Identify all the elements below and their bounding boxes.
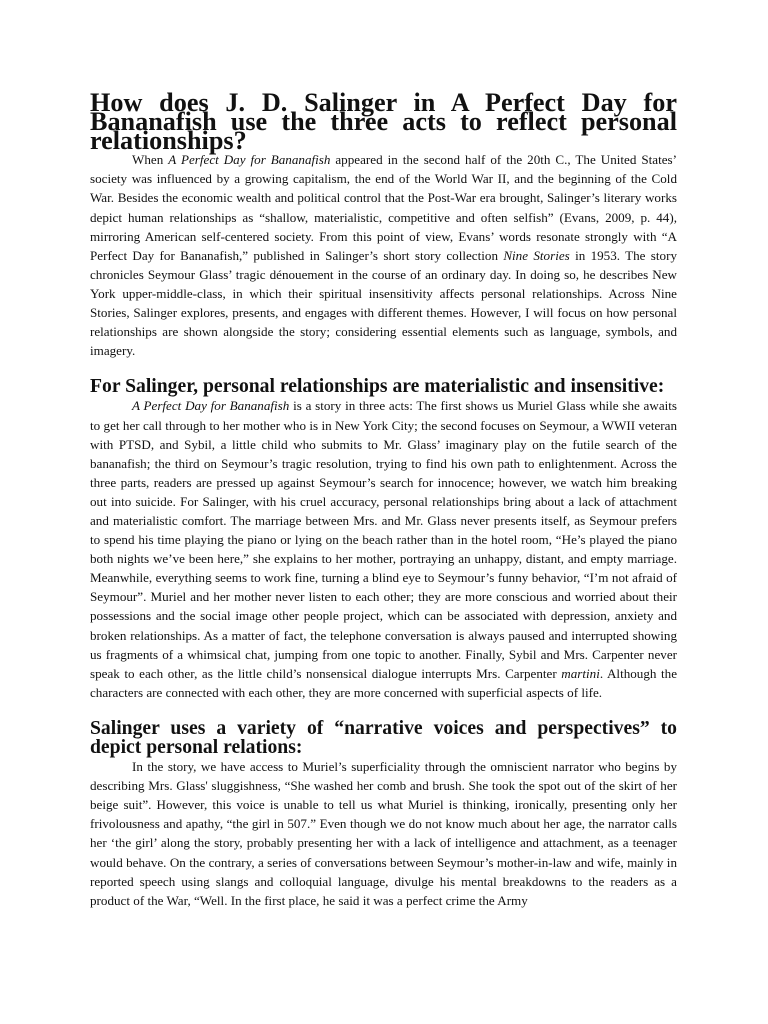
body-text: in 1953. The story chronicles Seymour Glass’ tragic dénouement in the course of an ordinary day. In doing so, he describes New York upper-middle-class, in which their spiritual insensitivity affects personal relationships. Across Nine Stories, Salinger explores, presents, and engages with different themes. However, I will focus on how personal relationships are shown alongside the story; considering essential elements such as language, symbols, and imagery. <box>90 247 677 359</box>
paragraph-intro <box>90 150 677 360</box>
italic-title-text: martini <box>561 665 600 681</box>
document-page <box>90 88 678 910</box>
italic-title-text: A Perfect Day for Bananafish <box>168 152 331 168</box>
body-text: When <box>132 152 169 168</box>
body-text: appeared in the second half of the 20th C., The United States’ society was influenced by a growing capitalism, the end of the World War II, and the beginning of the Cold War. Besides the economic wealth and political control that the Post-War era brought, Salinger’s literary works depict human relationships as “shallow, materialistic, competitive and often selfish” (Evans, 2009, p. 44), mirroring American self-centered society. From this point of view, Evans’ words resonate strongly with “A Perfect Day for Bananafish,” published in Salinger’s short story collection <box>90 152 677 263</box>
paragraph-narrator <box>90 757 677 910</box>
section-heading-narrative-voices: Salinger uses a variety of “narrative voices and perspectives” to depict personal relations: <box>90 716 677 758</box>
italic-title-text: A Perfect Day for Bananafish <box>132 398 290 414</box>
body-text: is a story in three acts: The first shows us Muriel Glass while she awaits to get her call through to her mother who is in New York City; the second focuses on Seymour, a WWII veteran with PTSD, and Sybil, a little child who submits to Mr. Glass’ imaginary play on the futile search of the bananafish; the third on Seymour’s tragic resolution, trying to find his own path to enlightenment. Across the three parts, readers are pressed up against Seymour’s search for innocence; however, we watch him breaking out into suicide. For Salinger, with his cruel accuracy, personal relationships bring about a lack of attachment and materialistic comfort. The marriage between Mrs. and Mr. Glass never presents itself, as Seymour prefers to spend his time playing the piano or lying on the beach rather than in the hotel room, “He’s played the piano both nights we’ve been here,” she explains to her mother, portraying an unhappy, distant, and empty marriage. Meanwhile, everything seems to work fine, turning a blind eye to Seymour’s funny behavior, “I’m not afraid of Seymour”. Muriel and her mother never listen to each other; they are more conscious and worried about their possessions and the social image other people project, which can be associated with depression, anxiety and broken relationships. As a matter of fact, the telephone conversation is always paused and interrupted showing us fragments of a whimsical chat, jumping from one topic to another. Finally, Sybil and Mrs. Carpenter never speak to each other, as the little child’s nonsensical dialogue interrupts Mrs. Carpenter <box>90 398 678 681</box>
document-title: How does J. D. Salinger in A Perfect Day for Bananafish use the three acts to reflect personal relationships? <box>90 88 677 156</box>
section-heading-materialistic: For Salinger, personal relationships are materialistic and insensitive: <box>90 375 665 398</box>
body-text: . Although the characters are connected with each other, they are more concerned with superficial aspects of life. <box>90 665 678 700</box>
body-text: In the story, we have access to Muriel’s superficiality through the omniscient narrator who begins by describing Mrs. Glass' sluggishness, “She washed her comb and brush. She took the spot out of the skirt of her beige suit”. However, this voice is unable to tell us what Muriel is thinking, ironically, presenting only her frivolousness and apathy, “the girl in 507.” Even though we do not know much about her age, the narrator calls her ‘the girl’ along the story, probably presenting her with a lack of intelligence and attachment, as a teenager would behave. On the contrary, a series of conversations between Seymour’s mother-in-law and wife, mainly in reported speech using slangs and colloquial language, divulge his mental breakdowns to the readers as a product of the War, “Well. In the first place, he said it was a perfect crime the Army <box>90 759 677 908</box>
italic-title-text: Nine Stories <box>503 247 570 263</box>
paragraph-three-acts <box>90 396 677 702</box>
